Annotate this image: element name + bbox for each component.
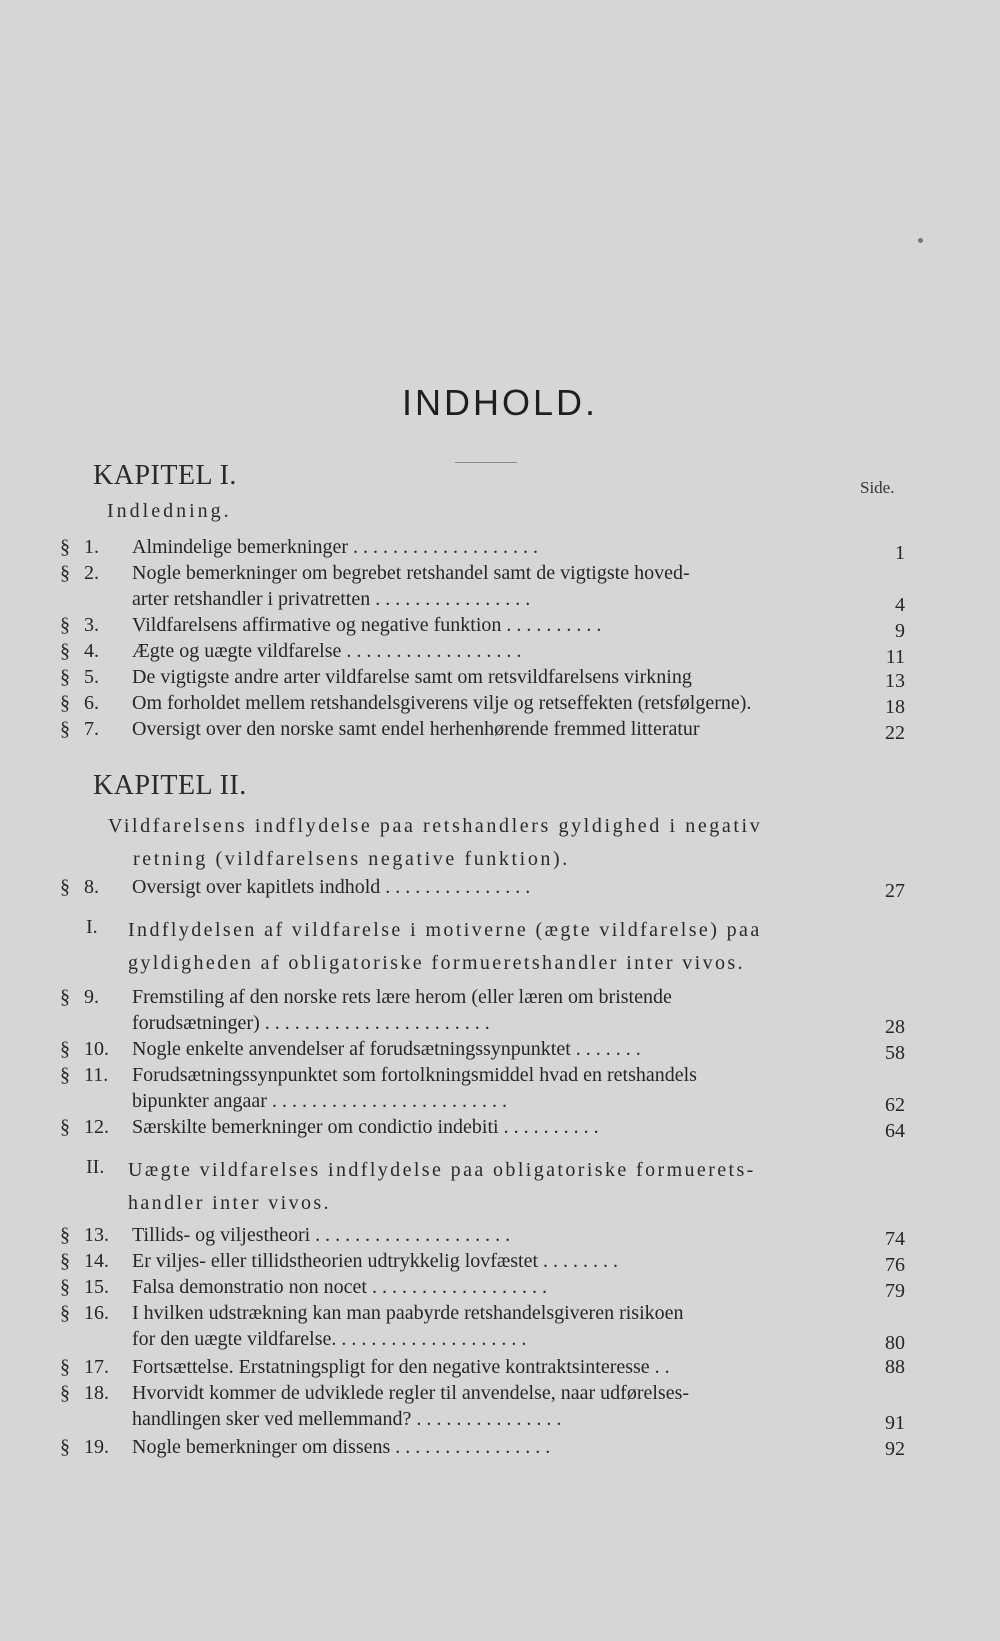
section-sign: §	[60, 718, 70, 740]
section-sign: §	[60, 986, 70, 1008]
entry-text: Oversigt over kapitlets indhold . . . . . . . . . . . . . . .	[132, 876, 531, 898]
part-2-heading	[128, 1154, 848, 1220]
section-number: 19.	[84, 1436, 109, 1458]
section-number: 2.	[84, 562, 99, 584]
section-sign: §	[60, 692, 70, 714]
section-number: 4.	[84, 640, 99, 662]
part-1-numeral: I.	[86, 916, 98, 938]
section-sign: §	[60, 1250, 70, 1272]
page-number: 88	[885, 1356, 905, 1378]
part-1-heading-line: gyldigheden af obligatoriske formueretshandler inter vivos.	[128, 952, 746, 974]
section-sign: §	[60, 1302, 70, 1324]
section-number: 15.	[84, 1276, 109, 1298]
chapter-2-subtitle	[108, 810, 850, 876]
entry-text: Særskilte bemerkninger om condictio indebiti . . . . . . . . . .	[132, 1116, 599, 1138]
page-number: 92	[885, 1438, 905, 1460]
page-number: 11	[885, 646, 905, 668]
part-2-heading-line: Uægte vildfarelses indflydelse paa obligatoriske formuerets-	[128, 1159, 756, 1181]
page-number: 79	[885, 1280, 905, 1302]
part-1-heading	[128, 914, 848, 980]
entry-text: Almindelige bemerkninger . . . . . . . . . . . . . . . . . . .	[132, 536, 539, 558]
entry-text: Tillids- og viljestheori . . . . . . . . . . . . . . . . . . . .	[132, 1224, 511, 1246]
entry-text: Er viljes- eller tillidstheorien udtrykkelig lovfæstet . . . . . . . .	[132, 1250, 619, 1272]
entry-text: forudsætninger) . . . . . . . . . . . . . . . . . . . . . . .	[132, 1012, 490, 1034]
chapter-2-subtitle-line: Vildfarelsens indflydelse paa retshandlers gyldighed i negativ	[108, 815, 763, 837]
section-sign: §	[60, 1356, 70, 1378]
page-number: 58	[885, 1042, 905, 1064]
section-number: 7.	[84, 718, 99, 740]
entry-text: Forudsætningssynpunktet som fortolkningsmiddel hvad en retshandels	[132, 1064, 697, 1086]
section-sign: §	[60, 1224, 70, 1246]
entry-text: De vigtigste andre arter vildfarelse samt om retsvildfarelsens virkning	[132, 666, 692, 688]
page-number: 18	[885, 696, 905, 718]
chapter-2-heading: KAPITEL II.	[93, 770, 247, 801]
section-number: 18.	[84, 1382, 109, 1404]
section-number: 14.	[84, 1250, 109, 1272]
section-number: 3.	[84, 614, 99, 636]
section-sign: §	[60, 1064, 70, 1086]
entry-text: Falsa demonstratio non nocet . . . . . . . . . . . . . . . . . .	[132, 1276, 547, 1298]
section-sign: §	[60, 666, 70, 688]
entry-text: Vildfarelsens affirmative og negative funktion . . . . . . . . . .	[132, 614, 602, 636]
part-1-heading-line: Indflydelsen af vildfarelse i motiverne (ægte vildfarelse) paa	[128, 919, 762, 941]
page-number: 28	[885, 1016, 905, 1038]
section-sign: §	[60, 876, 70, 898]
section-sign: §	[60, 614, 70, 636]
chapter-2-subtitle-line: retning (vildfarelsens negative funktion).	[133, 848, 570, 870]
section-number: 6.	[84, 692, 99, 714]
page-number: 74	[885, 1228, 905, 1250]
section-number: 16.	[84, 1302, 109, 1324]
page-number: 1	[895, 542, 905, 564]
page-number: 13	[885, 670, 905, 692]
section-number: 5.	[84, 666, 99, 688]
entry-text: Fremstiling af den norske rets lære herom (eller læren om bristende	[132, 986, 672, 1008]
section-sign: §	[60, 1038, 70, 1060]
page-number: 76	[885, 1254, 905, 1276]
section-sign: §	[60, 1436, 70, 1458]
section-number: 10.	[84, 1038, 109, 1060]
section-number: 13.	[84, 1224, 109, 1246]
entry-text: Fortsættelse. Erstatningspligt for den negative kontraktsinteresse . .	[132, 1356, 670, 1378]
section-sign: §	[60, 1116, 70, 1138]
part-2-heading-line: handler inter vivos.	[128, 1192, 331, 1214]
entry-text: arter retshandler i privatretten . . . . . . . . . . . . . . . .	[132, 588, 531, 610]
entry-text: I hvilken udstrækning kan man paabyrde retshandelsgiveren risikoen	[132, 1302, 684, 1324]
entry-text: Hvorvidt kommer de udviklede regler til anvendelse, naar udførelses-	[132, 1382, 690, 1404]
page-number: 9	[895, 620, 905, 642]
title-rule	[455, 462, 517, 463]
page-number: 91	[885, 1412, 905, 1434]
entry-text: bipunkter angaar . . . . . . . . . . . . . . . . . . . . . . . .	[132, 1090, 507, 1112]
section-sign: §	[60, 1382, 70, 1404]
chapter-1-heading: KAPITEL I.	[93, 460, 237, 491]
chapter-1-subtitle: Indledning.	[107, 500, 232, 522]
page-number: 27	[885, 880, 905, 902]
page-number: 80	[885, 1332, 905, 1354]
entry-text: Oversigt over den norske samt endel herhenhørende fremmed litteratur	[132, 718, 700, 740]
section-sign: §	[60, 640, 70, 662]
section-sign: §	[60, 562, 70, 584]
entry-text: Om forholdet mellem retshandelsgiverens vilje og retseffekten (retsfølgerne).	[132, 692, 752, 714]
page-number: 4	[895, 594, 905, 616]
page-number: 64	[885, 1120, 905, 1142]
section-number: 8.	[84, 876, 99, 898]
entry-text: Nogle bemerkninger om begrebet retshandel samt de vigtigste hoved-	[132, 562, 690, 584]
section-number: 11.	[84, 1064, 109, 1086]
entry-text: Nogle enkelte anvendelser af forudsætningssynpunktet . . . . . . .	[132, 1038, 641, 1060]
part-2-numeral: II.	[86, 1156, 105, 1178]
entry-text: for den uægte vildfarelse. . . . . . . . . . . . . . . . . . . .	[132, 1328, 527, 1350]
entry-text: handlingen sker ved mellemmand? . . . . . . . . . . . . . . .	[132, 1408, 562, 1430]
entry-text: Nogle bemerkninger om dissens . . . . . . . . . . . . . . . .	[132, 1436, 551, 1458]
page-column-label: Side.	[860, 478, 895, 497]
section-number: 1.	[84, 536, 99, 558]
section-number: 17.	[84, 1356, 109, 1378]
entry-text: Ægte og uægte vildfarelse . . . . . . . . . . . . . . . . . .	[132, 640, 522, 662]
page-number: 62	[885, 1094, 905, 1116]
page-number: 22	[885, 722, 905, 744]
paper-speck	[918, 238, 923, 243]
section-sign: §	[60, 1276, 70, 1298]
section-number: 12.	[84, 1116, 109, 1138]
section-number: 9.	[84, 986, 99, 1008]
page-title: INDHOLD.	[401, 382, 599, 423]
section-sign: §	[60, 536, 70, 558]
